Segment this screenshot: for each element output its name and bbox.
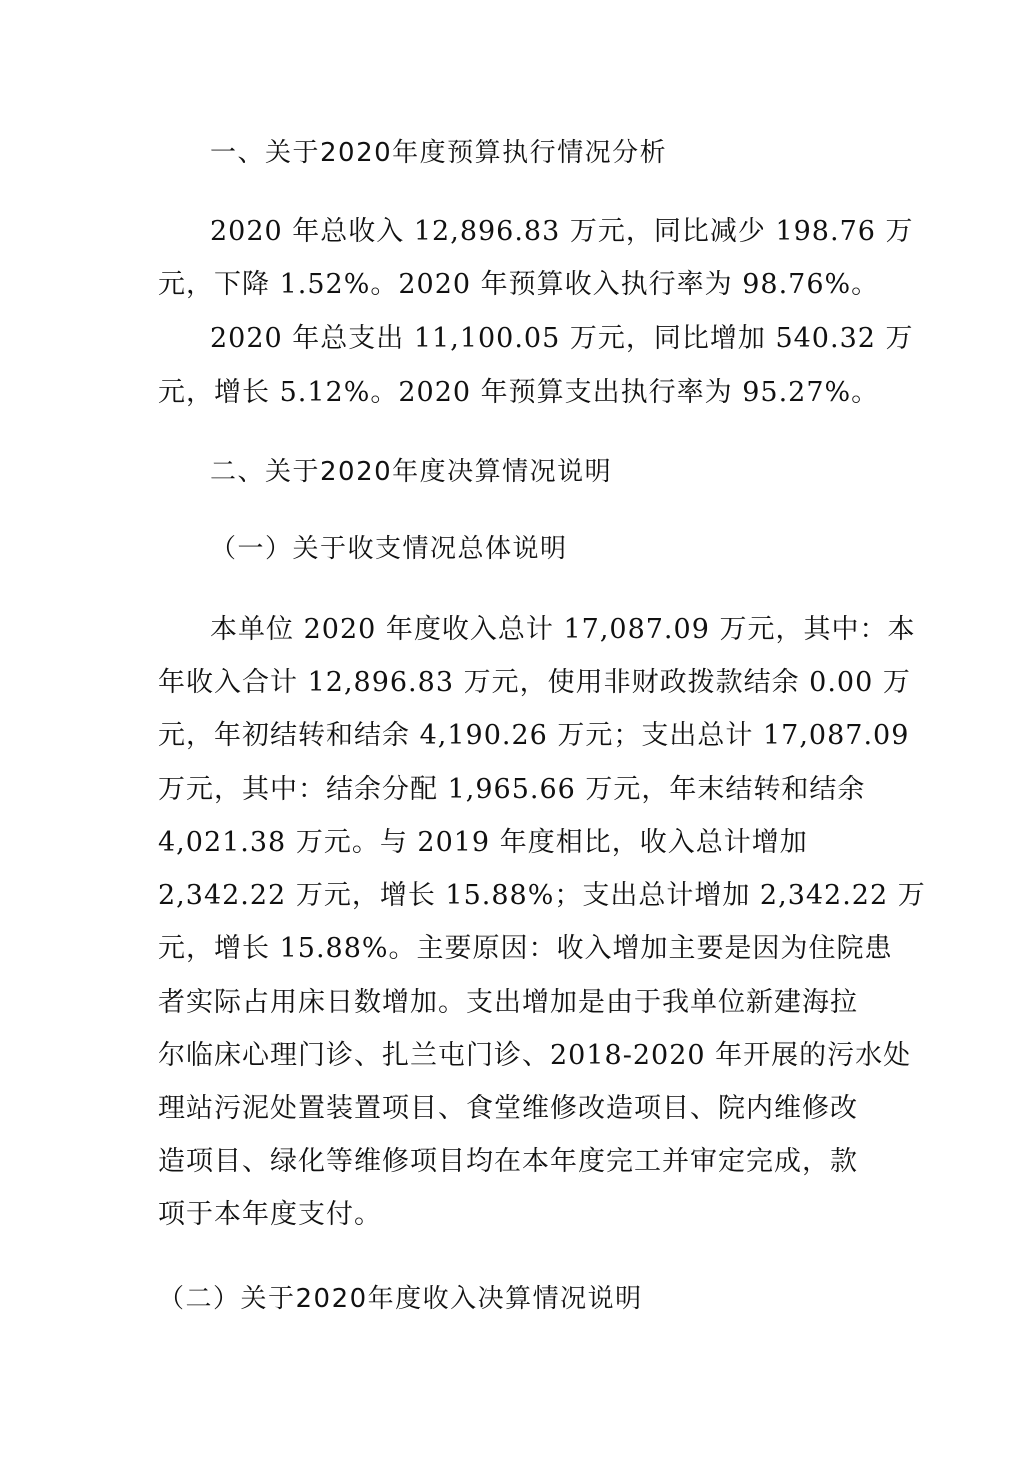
section2-sub1-line: 尔临床心理门诊、扎兰屯门诊、2018-2020 年开展的污水处 — [158, 1040, 912, 1071]
section1-para2-line1: 2020 年总支出 11,100.05 万元，同比增加 540.32 万 — [210, 323, 914, 354]
section2-sub1-line: 本单位 2020 年度收入总计 17,087.09 万元，其中：本 — [210, 614, 916, 645]
section2-sub1-line: 元，年初结转和结余 4,190.26 万元；支出总计 17,087.09 — [158, 720, 910, 751]
section2-sub1-line: 者实际占用床日数增加。支出增加是由于我单位新建海拉 — [158, 987, 858, 1018]
section2-heading: 二、关于2020年度决算情况说明 — [210, 457, 613, 487]
section2-sub1-line: 年收入合计 12,896.83 万元，使用非财政拨款结余 0.00 万 — [158, 667, 911, 698]
section2-sub1-line: 2,342.22 万元，增长 15.88%；支出总计增加 2,342.22 万 — [158, 880, 926, 911]
section2-sub1-line: 万元，其中：结余分配 1,965.66 万元，年末结转和结余 — [158, 774, 866, 805]
section1-para2-line2: 元，增长 5.12%。2020 年预算支出执行率为 95.27%。 — [158, 377, 880, 408]
section1-heading: 一、关于2020年度预算执行情况分析 — [210, 138, 668, 168]
section2-sub2-heading: （二）关于2020年度收入决算情况说明 — [158, 1284, 643, 1314]
section2-sub1-line: 造项目、绿化等维修项目均在本年度完工并审定完成，款 — [158, 1146, 858, 1177]
section2-sub1-line: 元，增长 15.88%。主要原因：收入增加主要是因为住院患 — [158, 933, 893, 964]
section2-sub1-line: 理站污泥处置装置项目、食堂维修改造项目、院内维修改 — [158, 1093, 858, 1124]
section2-sub1-line: 项于本年度支付。 — [158, 1199, 382, 1230]
section1-para1-line2: 元，下降 1.52%。2020 年预算收入执行率为 98.76%。 — [158, 269, 880, 300]
section2-sub1-heading: （一）关于收支情况总体说明 — [210, 534, 568, 564]
section2-sub1-line: 4,021.38 万元。与 2019 年度相比，收入总计增加 — [158, 827, 808, 858]
section1-para1-line1: 2020 年总收入 12,896.83 万元，同比减少 198.76 万 — [210, 216, 914, 247]
